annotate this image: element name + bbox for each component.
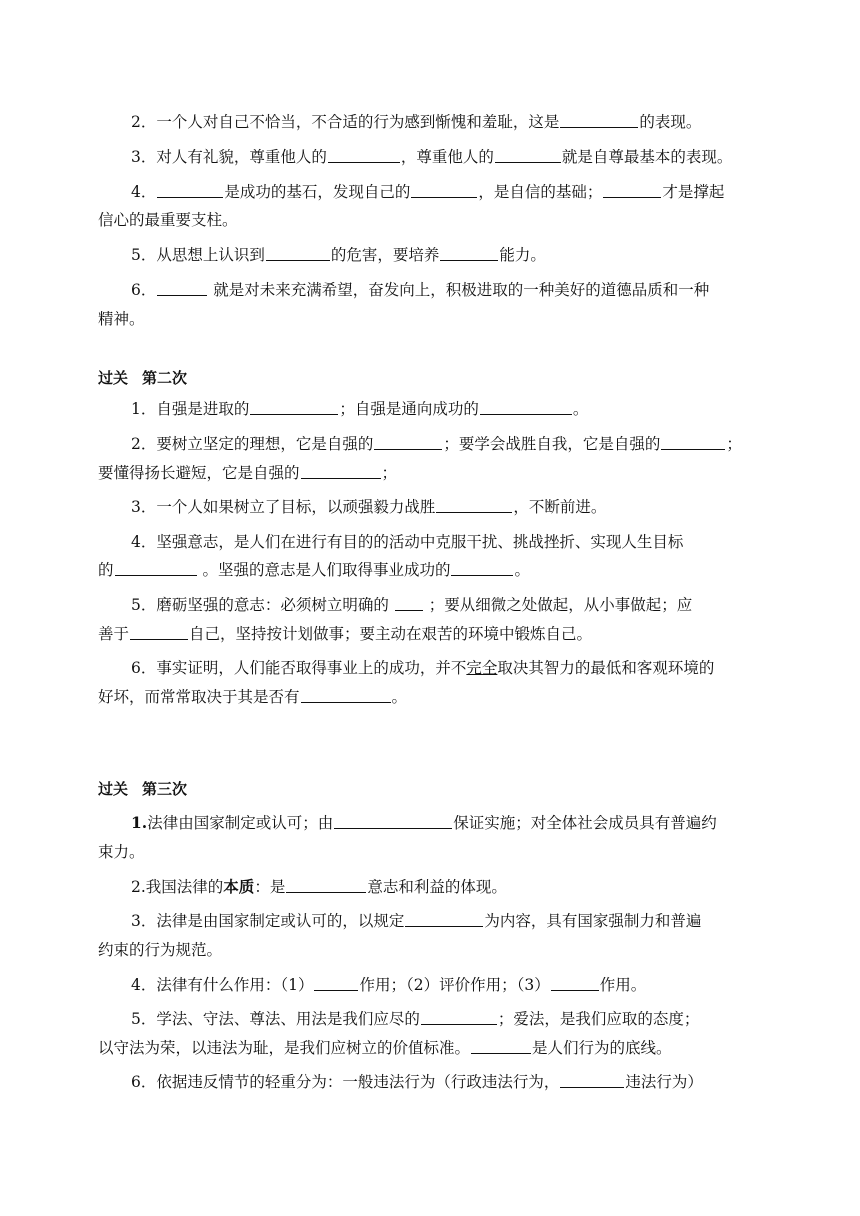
text: 2．要树立坚定的理想，它是自强的 [131, 435, 374, 453]
fill-blank[interactable] [480, 400, 572, 415]
text: ，是自信的基础； [478, 183, 603, 201]
fill-blank[interactable] [157, 281, 207, 296]
text: ；爱法，是我们应取的态度； [497, 1010, 700, 1028]
text: 就是对未来充满希望，奋发向上，积极进取的一种美好的道德品质和一种 [208, 281, 710, 299]
fill-blank[interactable] [661, 435, 725, 450]
text: 以守法为荣，以违法为耻，是我们应树立的价值标准。 [98, 1039, 471, 1057]
text: 能力。 [499, 246, 546, 264]
s1-item-5 [0, 245, 860, 265]
fill-blank[interactable] [440, 246, 498, 261]
s2-item-5-line2 [0, 624, 860, 644]
text: ； [726, 435, 742, 453]
text: 5．学法、守法、尊法、用法是我们应尽的 [131, 1010, 420, 1028]
s1-item-4-line1 [0, 182, 860, 202]
section3-heading [98, 779, 187, 799]
s2-item-2-line1 [0, 434, 860, 454]
text: 3．对人有礼貌，尊重他人的 [131, 148, 327, 166]
text: 1．自强是进取的 [131, 400, 250, 418]
bold-term: 本质 [223, 877, 255, 896]
text: 的 [98, 561, 114, 579]
fill-blank[interactable] [115, 561, 197, 576]
s2-item-6-line1 [0, 658, 860, 678]
text: 要懂得扬长避短，它是自强的 [98, 464, 300, 482]
item-number: 1. [131, 813, 148, 832]
s3-item-3-line1 [0, 911, 860, 931]
text: 4．法律有什么作用：（1） [131, 976, 314, 994]
text: 是成功的基石，发现自己的 [224, 183, 411, 201]
fill-blank[interactable] [495, 148, 561, 163]
fill-blank[interactable] [405, 912, 483, 927]
text: 作用；（2）评价作用；（3） [359, 976, 550, 994]
s2-item-4-line1: 4．坚强意志，是人们在进行有目的的活动中克服干扰、挑战挫折、实现人生目标 [131, 533, 684, 551]
s1-item-3 [0, 147, 860, 167]
s3-item-2 [0, 877, 860, 897]
text: 6．依据违反情节的轻重分为：一般违法行为（行政违法行为， [131, 1073, 560, 1091]
text: 法律由国家制定或认可；由 [147, 814, 334, 832]
fill-blank[interactable] [421, 1010, 497, 1025]
underlined-text: 完全 [466, 659, 498, 677]
fill-blank[interactable] [551, 976, 599, 991]
s1-item-6-line2: 精神。 [98, 310, 145, 328]
fill-blank[interactable] [130, 625, 188, 640]
text: 为内容，具有国家强制力和普遍 [484, 912, 702, 930]
s3-item-1-line2: 束力。 [98, 843, 145, 861]
fill-blank[interactable] [395, 596, 423, 611]
s1-item-6-line1 [0, 280, 860, 300]
fill-blank[interactable] [603, 183, 661, 198]
s2-item-4-line2 [0, 560, 860, 580]
text: 违法行为） [625, 1073, 703, 1091]
text: 善于 [98, 625, 130, 643]
fill-blank[interactable] [471, 1039, 531, 1054]
text: 就是自尊最基本的表现。 [561, 148, 733, 166]
text: 。 [572, 400, 589, 418]
text: 4． [131, 183, 157, 201]
text: ；要学会战胜自我，它是自强的 [443, 435, 661, 453]
fill-blank[interactable] [560, 1073, 624, 1088]
s2-item-3 [0, 497, 860, 517]
s3-item-5-line1 [0, 1009, 860, 1029]
text: ；要从细微之处做起，从小事做起；应 [423, 596, 693, 614]
fill-blank[interactable] [301, 464, 381, 479]
fill-blank[interactable] [250, 400, 338, 415]
text: 。 [514, 561, 530, 579]
s3-item-3-line2: 约束的行为规范。 [98, 941, 223, 959]
text: 取决其智力的最低和客观环境的 [497, 659, 715, 677]
s2-item-5-line1 [0, 595, 860, 615]
fill-blank[interactable] [286, 878, 366, 893]
text: 是人们行为的底线。 [532, 1039, 672, 1057]
s2-item-1 [0, 399, 860, 419]
text: 作用。 [599, 976, 647, 994]
text: 2．一个人对自己不恰当，不合适的行为感到惭愧和羞耻，这是 [131, 113, 560, 131]
text: 。坚强的意志是人们取得事业成功的 [197, 561, 451, 579]
text: ；自强是通向成功的 [339, 400, 479, 418]
s3-item-6 [0, 1072, 860, 1092]
text: 的表现。 [639, 113, 702, 131]
s2-item-6-line2 [0, 687, 860, 707]
text: 才是撑起 [662, 183, 725, 201]
text: 6．事实证明，人们能否取得事业上的成功，并不 [131, 659, 467, 677]
fill-blank[interactable] [314, 976, 358, 991]
fill-blank[interactable] [411, 183, 477, 198]
text: 自己，坚持按计划做事；要主动在艰苦的环境中锻炼自己。 [189, 625, 593, 643]
fill-blank[interactable] [451, 561, 513, 576]
text: ，尊重他人的 [400, 148, 494, 166]
text: 2.我国法律的 [131, 878, 224, 896]
s1-item-2 [0, 112, 860, 132]
text: 。 [391, 688, 408, 706]
section2-heading [98, 368, 187, 388]
heading-label: 过关 [98, 369, 129, 387]
fill-blank[interactable] [334, 814, 452, 829]
heading-round: 第三次 [142, 780, 188, 798]
fill-blank[interactable] [560, 113, 638, 128]
text: 保证实施；对全体社会成员具有普遍约 [453, 814, 717, 832]
s3-item-4 [0, 975, 860, 995]
text: 好坏，而常常取决于其是否有 [98, 688, 300, 706]
text: 意志和利益的体现。 [367, 878, 507, 896]
text: ：是 [254, 878, 286, 896]
text: 3．法律是由国家制定或认可的，以规定 [131, 912, 405, 930]
text: 5．磨砺坚强的意志：必须树立明确的 [131, 596, 394, 614]
fill-blank[interactable] [436, 498, 512, 513]
s3-item-5-line2 [0, 1038, 860, 1058]
fill-blank[interactable] [266, 246, 330, 261]
text: 3．一个人如果树立了目标，以顽强毅力战胜 [131, 498, 436, 516]
s2-item-2-line2 [0, 463, 860, 483]
fill-blank[interactable] [301, 688, 391, 703]
text: 6． [131, 281, 157, 299]
text: 的危害，要培养 [330, 246, 440, 264]
text: ，不断前进。 [513, 498, 607, 516]
s3-item-1-line1 [0, 813, 860, 833]
heading-round: 第二次 [142, 369, 188, 387]
s1-item-4-line2: 信心的最重要支柱。 [98, 211, 238, 229]
text: 5．从思想上认识到 [131, 246, 265, 264]
text: ； [381, 464, 398, 482]
fill-blank[interactable] [328, 148, 400, 163]
fill-blank[interactable] [374, 435, 442, 450]
fill-blank[interactable] [157, 183, 223, 198]
heading-label: 过关 [98, 780, 129, 798]
